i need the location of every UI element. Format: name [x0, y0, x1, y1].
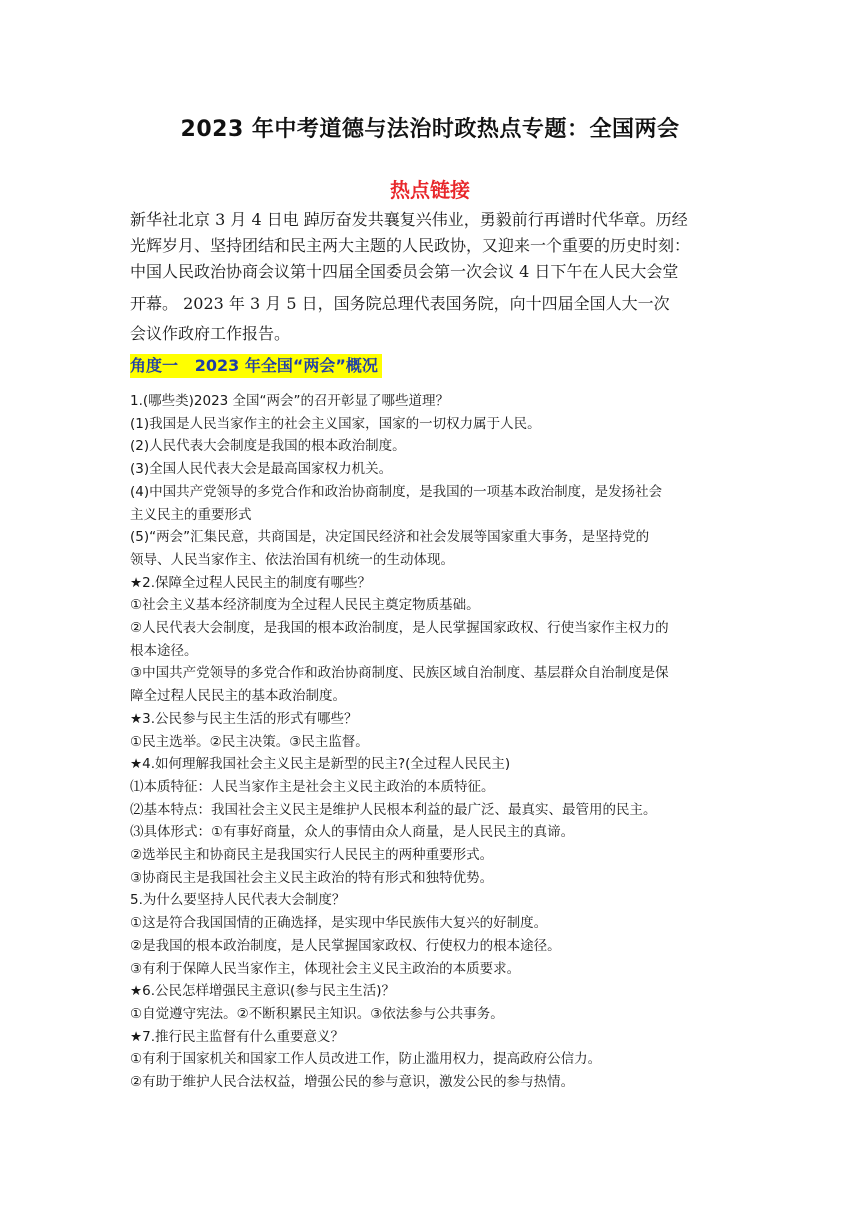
body-line: 根本途径。 [130, 642, 198, 659]
document-title: 2023 年中考道德与法治时政热点专题：全国两会 [180, 117, 680, 142]
hot-topic-subtitle: 热点链接 [390, 178, 470, 202]
body-line: (4)中国共产党领导的多党合作和政治协商制度，是我国的一项基本政治制度，是发扬社会 [130, 483, 663, 500]
body-line: 领导、人民当家作主、依法治国有机统一的生动体现。 [130, 551, 454, 568]
body-line: ②是我国的根本政治制度，是人民掌握国家政权、行使权力的根本途径。 [130, 937, 561, 954]
body-line: ⑵基本特点：我国社会主义民主是维护人民根本利益的最广泛、最真实、最管用的民主。 [130, 801, 657, 818]
section-heading [130, 354, 382, 378]
body-line: ①自觉遵守宪法。②不断积累民主知识。③依法参与公共事务。 [130, 1005, 504, 1022]
intro-line: 中国人民政治协商会议第十四届全国委员会第一次会议 4 日下午在人民大会堂 [130, 262, 679, 281]
body-line: ★6.公民怎样增强民主意识(参与民主生活)？ [130, 983, 396, 1000]
intro-line: 光辉岁月、坚持团结和民主两大主题的人民政协，又迎来一个重要的历史时刻： [130, 236, 691, 255]
body-line: ①社会主义基本经济制度为全过程人民民主奠定物质基础。 [130, 597, 480, 614]
body-line: (1)我国是人民当家作主的社会主义国家，国家的一切权力属于人民。 [130, 415, 541, 432]
body-line: ①民主选举。②民主决策。③民主监督。 [130, 733, 369, 750]
body-line: (5)“两会”汇集民意，共商国是，决定国民经济和社会发展等国家重大事务，是坚持党的 [130, 529, 650, 546]
body-line: ②选举民主和协商民主是我国实行人民民主的两种重要形式。 [130, 847, 494, 864]
body-line: ★7.推行民主监督有什么重要意义？ [130, 1028, 344, 1045]
intro-line: 新华社北京 3 月 4 日电 踔厉奋发共襄复兴伟业，勇毅前行再谱时代华章。历经 [130, 210, 688, 229]
body-line: 1.(哪些类)2023 全国“两会”的召开彰显了哪些道理？ [130, 393, 450, 409]
section-heading-text: 角度一 2023 年全国“两会”概况 [130, 356, 378, 375]
body-line: ③有利于保障人民当家作主，体现社会主义民主政治的本质要求。 [130, 960, 521, 977]
body-line: ③协商民主是我国社会主义民主政治的特有形式和独特优势。 [130, 869, 494, 886]
body-text [130, 390, 730, 1094]
body-line: ②有助于维护人民合法权益，增强公民的参与意识，激发公民的参与热情。 [130, 1074, 575, 1091]
body-line: ★2.保障全过程人民民主的制度有哪些？ [130, 574, 371, 591]
body-line: ⑴本质特征：人民当家作主是社会主义民主政治的本质特征。 [130, 778, 495, 795]
body-line: (2)人民代表大会制度是我国的根本政治制度。 [130, 438, 406, 455]
intro-line: 会议作政府工作报告。 [130, 324, 291, 343]
body-line: ③中国共产党领导的多党合作和政治协商制度、民族区域自治制度、基层群众自治制度是保 [130, 665, 669, 682]
body-line: ★4.如何理解我国社会主义民主是新型的民主?(全过程人民民主) [130, 756, 511, 773]
body-line: ★3.公民参与民主生活的形式有哪些？ [130, 710, 358, 727]
body-line: 障全过程人民民主的基本政治制度。 [130, 688, 346, 705]
body-line: ①有利于国家机关和国家工作人员改进工作，防止滥用权力，提高政府公信力。 [130, 1051, 602, 1068]
body-line: ①这是符合我国国情的正确选择，是实现中华民族伟大复兴的好制度。 [130, 915, 548, 932]
intro-line: 开幕。 2023 年 3 月 5 日，国务院总理代表国务院，向十四届全国人大一次 [130, 294, 670, 313]
body-line: ②人民代表大会制度，是我国的根本政治制度，是人民掌握国家政权、行使当家作主权力的 [130, 620, 669, 637]
body-line: (3)全国人民代表大会是最高国家权力机关。 [130, 461, 393, 478]
body-line: 主义民主的重要形式 [130, 506, 252, 523]
body-line: ⑶具体形式：①有事好商量，众人的事情由众人商量，是人民民主的真谛。 [130, 824, 575, 841]
body-line: 5.为什么要坚持人民代表大会制度？ [130, 892, 346, 909]
